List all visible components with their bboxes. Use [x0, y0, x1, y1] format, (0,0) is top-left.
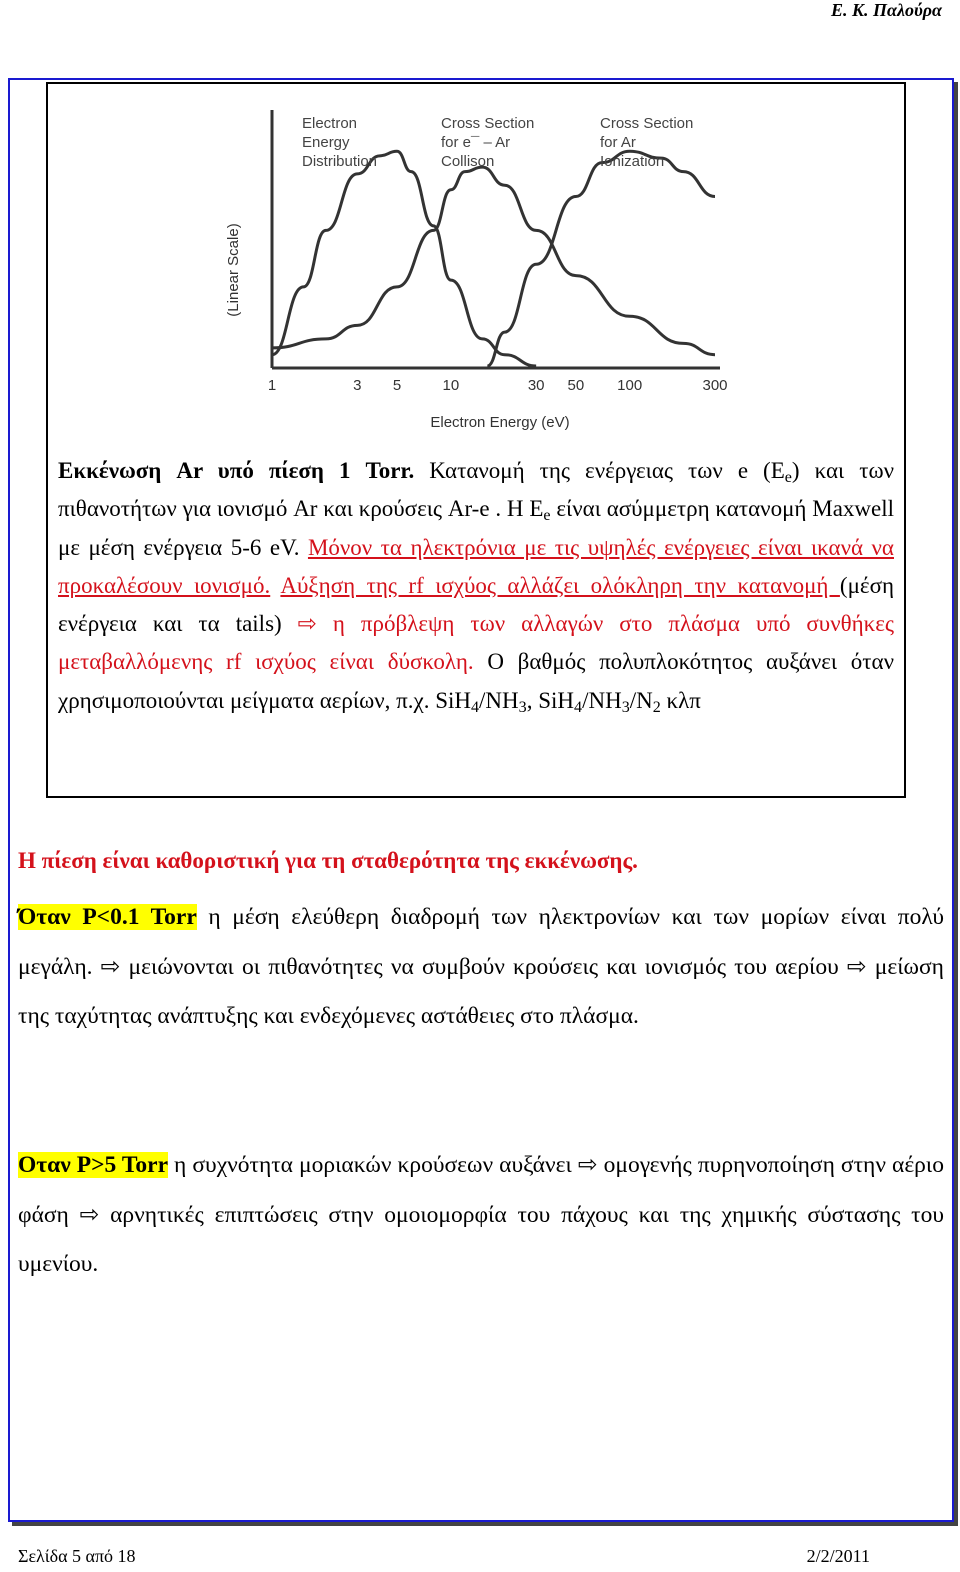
label-ionization-cross-section: Cross Section — [600, 115, 694, 132]
highlight-high-pressure: Οταν P>5 Torr — [18, 1152, 169, 1178]
arrow-icon: ⇨ — [846, 953, 867, 980]
label-electron-energy-distribution: Distribution — [302, 153, 378, 170]
arrow-icon: ⇨ — [577, 1152, 598, 1178]
x-tick-label: 50 — [567, 377, 585, 394]
paragraph-high-pressure: Οταν P>5 Torr η συχνότητα μοριακών κρούσεων αυξάνει ⇨ ομογενής πυρηνοποίηση στην αέριο φάση ⇨ αρνητικές επιπτώσεις στην ομοιομορφία του πάχους και της χημικής σύστασης του υμενίου. — [18, 1141, 944, 1290]
x-axis-label: Electron Energy (eV) — [430, 414, 570, 431]
arrow-icon: ⇨ — [79, 1201, 100, 1228]
page-number: Σελίδα 5 από 18 — [18, 1546, 136, 1566]
author: Ε. Κ. Παλούρα — [830, 0, 942, 20]
x-tick-label: 10 — [442, 377, 460, 394]
x-tick-label: 1 — [267, 377, 277, 394]
x-tick-label: 3 — [353, 377, 362, 394]
highlight-text: Μόνον τα ηλεκτρόνια με τις υψηλές ενέργειες είναι ικανά να προκαλέσουν ιονισμό. — [58, 534, 894, 598]
paragraph-low-pressure: Όταν P<0.1 Torr η μέση ελεύθερη διαδρομή των ηλεκτρονίων και των μορίων είναι πολύ μεγάλη. ⇨ μειώνονται οι πιθανότητες να συμβούν κρούσεις και ιονισμός του αερίου ⇨ μείωση της ταχύτητας ανάπτυξης και ενδεχόμενες αστάθειες στο πλάσμα. — [18, 904, 944, 1029]
highlight-text: Αύξηση της rf ισχύος αλλάζει ολόκληρη την κατανομή — [280, 572, 840, 598]
caption-title: Εκκένωση Ar υπό πίεση 1 Torr. — [58, 458, 415, 483]
arrow-icon: ⇨ — [297, 611, 317, 637]
collision-cross-section-line — [272, 167, 715, 355]
figure-caption: Εκκένωση Ar υπό πίεση 1 Torr. Κατανομή της ενέργειας των e $(E_e)$ και των πιθανοτήτων για ιονισμό Ar και κρούσεις Ar-e . Η $E_e$ είναι ασύμμετρη κατανομή Maxwell με μέση ενέργεια 5-6 eV. Μόνον τα ηλεκτρόνια με τις υψηλές ενέργειες είναι ικανά να προκαλέσουν ιονισμό. Αύξηση της rf ισχύος αλλάζει ολόκληρη την κατανομή (μέση ενέργεια και τα tails) ⇨ η πρόβλεψη των αλλαγών στο πλάσμα υπό συνθήκες μεταβαλλόμενης rf ισχύος είναι δύσκολη. Ο βαθμός πολυπλοκότητος αυξάνει όταν χρησιμοποιούνται μείγματα αερίων, π.χ. $SiH_4/NH_3$, $SiH_4/NH_3/N_2$ κλπ — [58, 458, 895, 716]
ionization-cross-section-line — [487, 151, 715, 366]
arrow-icon: ⇨ — [100, 953, 121, 980]
label-collision-cross-section: for e¯ – Ar — [441, 134, 511, 151]
label-collision-cross-section: Collison — [441, 153, 495, 170]
x-tick-label: 300 — [702, 377, 728, 394]
label-ionization-cross-section: Ionization — [600, 153, 665, 170]
footer-date: 2/2/2011 — [806, 1546, 870, 1566]
x-tick-label: 5 — [392, 377, 402, 394]
y-axis-label: (Linear Scale) — [225, 223, 242, 317]
electron-energy-distribution-line — [272, 151, 536, 366]
highlight-low-pressure: Όταν P<0.1 Torr — [18, 904, 197, 930]
label-electron-energy-distribution: Electron — [302, 115, 358, 132]
x-tick-label: 100 — [617, 377, 643, 394]
label-collision-cross-section: Cross Section — [441, 115, 535, 132]
x-tick-label: 30 — [527, 377, 545, 394]
label-ionization-cross-section: for Ar — [600, 134, 636, 151]
section-heading: Η πίεση είναι καθοριστική για τη σταθερότητα της εκκένωσης. — [18, 848, 638, 873]
label-electron-energy-distribution: Energy — [302, 134, 350, 151]
energy-chart — [210, 100, 750, 440]
